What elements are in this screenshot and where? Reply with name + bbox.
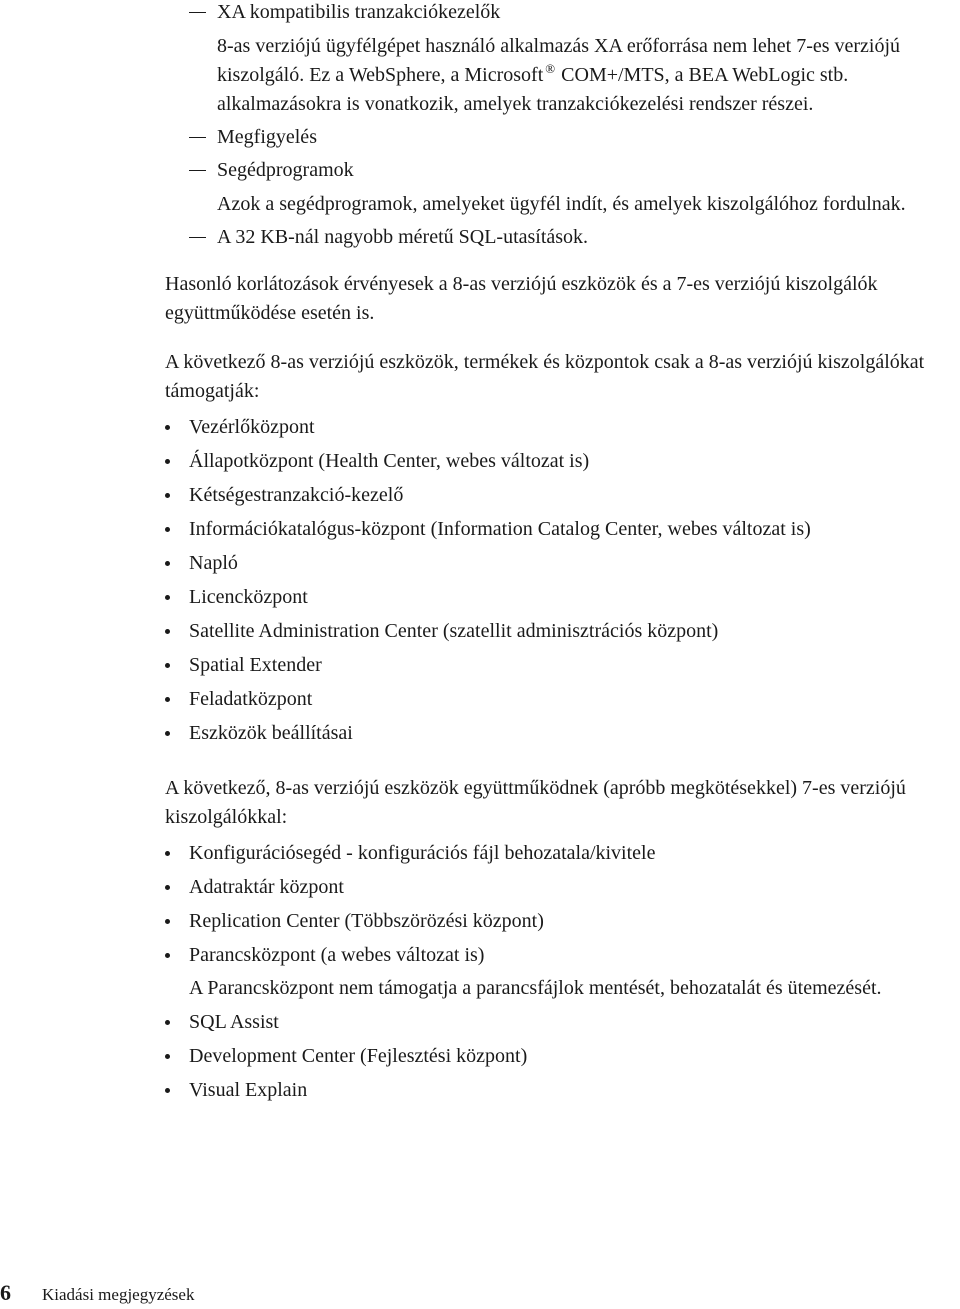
registered-mark: ® bbox=[545, 61, 556, 76]
page-content bbox=[165, 0, 955, 1110]
dash-marker bbox=[189, 137, 206, 138]
dash-item-text: Segédprogramok bbox=[217, 159, 354, 181]
list-item-text: Parancsközpont (a webes változat is) bbox=[189, 944, 485, 966]
list-item bbox=[165, 907, 955, 936]
list-item bbox=[165, 1042, 955, 1071]
list-item-text: Replication Center (Többszörözési központ) bbox=[189, 910, 544, 932]
list-item-text: Spatial Extender bbox=[189, 654, 322, 676]
dash-item-text: A 32 KB-nál nagyobb méretű SQL-utasítások. bbox=[217, 226, 589, 248]
dash-item-sql bbox=[165, 223, 955, 252]
xa-description-part1: 8-as verziójú ügyfélgépet használó alkalmazás XA erőforrása nem lehet 7-es verziójú kiszolgáló. Ez a WebSphere, a Microsoft bbox=[217, 35, 901, 86]
paragraph-hasonlo: Hasonló korlátozások érvényesek a 8-as verziójú eszközök és a 7-es verziójú kiszolgálók együttműködése esetén is. bbox=[165, 273, 878, 324]
parancskozpont-note: A Parancsközpont nem támogatja a parancsfájlok mentését, behozatalát és ütemezését. bbox=[189, 977, 882, 999]
list-item bbox=[165, 481, 955, 510]
list-item-text: Visual Explain bbox=[189, 1079, 308, 1101]
dash-marker bbox=[189, 170, 206, 171]
list-item bbox=[165, 515, 955, 544]
list-item-text: Információkatalógus-központ (Information Catalog Center, webes változat is) bbox=[189, 518, 811, 540]
bullet-dot bbox=[165, 731, 170, 736]
dash-marker bbox=[189, 12, 206, 13]
dash-item-text: Megfigyelés bbox=[217, 126, 317, 148]
list-item bbox=[165, 941, 955, 970]
dash-marker bbox=[189, 237, 206, 238]
bullet-dot bbox=[165, 1054, 170, 1059]
list-item bbox=[165, 617, 955, 646]
segedprogramok-description: Azok a segédprogramok, amelyeket ügyfél indít, és amelyek kiszolgálóhoz fordulnak. bbox=[217, 193, 906, 215]
bullet-list-2 bbox=[165, 839, 955, 1105]
list-item bbox=[165, 583, 955, 612]
list-item bbox=[165, 549, 955, 578]
dash-item-text: XA kompatibilis tranzakciókezelők bbox=[217, 1, 501, 23]
bullet-dot bbox=[165, 1088, 170, 1093]
bullet-dot bbox=[165, 953, 170, 958]
list-item-text: SQL Assist bbox=[189, 1011, 279, 1033]
list-item bbox=[165, 651, 955, 680]
list-item bbox=[165, 1076, 955, 1105]
list-item-text: Adatraktár központ bbox=[189, 876, 344, 898]
list-item-text: Állapotközpont (Health Center, webes változat is) bbox=[189, 450, 590, 472]
bullet-dot bbox=[165, 851, 170, 856]
list-item-text: Vezérlőközpont bbox=[189, 416, 315, 438]
page-number: 6 bbox=[0, 1280, 11, 1305]
list-item bbox=[165, 719, 955, 748]
paragraph-kovetkezo-2: A következő, 8-as verziójú eszközök együttműködnek (apróbb megkötésekkel) 7-es verziójú kiszolgálókkal: bbox=[165, 777, 906, 828]
bullet-dot bbox=[165, 697, 170, 702]
list-item-text: Eszközök beállításai bbox=[189, 722, 353, 744]
list-item bbox=[165, 447, 955, 476]
list-item bbox=[165, 839, 955, 868]
list-item-text: Konfigurációsegéd - konfigurációs fájl behozatala/kivitele bbox=[189, 842, 656, 864]
list-item-text: Kétségestranzakció-kezelő bbox=[189, 484, 404, 506]
bullet-dot bbox=[165, 459, 170, 464]
bullet-dot bbox=[165, 629, 170, 634]
list-item bbox=[165, 685, 955, 714]
bullet-dot bbox=[165, 1020, 170, 1025]
dash-item-segedprogramok bbox=[165, 156, 955, 185]
list-item bbox=[165, 1008, 955, 1037]
list-item-text: Development Center (Fejlesztési központ) bbox=[189, 1045, 528, 1067]
list-item-text: Satellite Administration Center (szatellit adminisztrációs központ) bbox=[189, 620, 719, 642]
bullet-dot bbox=[165, 561, 170, 566]
bullet-dot bbox=[165, 595, 170, 600]
bullet-dot bbox=[165, 493, 170, 498]
bullet-dot bbox=[165, 527, 170, 532]
paragraph-kovetkezo-1: A következő 8-as verziójú eszközök, termékek és központok csak a 8-as verziójú kiszolgálókat támogatják: bbox=[165, 351, 925, 402]
bullet-dot bbox=[165, 919, 170, 924]
list-item bbox=[165, 413, 955, 442]
list-item bbox=[165, 873, 955, 902]
list-item-text: Napló bbox=[189, 552, 238, 574]
bullet-dot bbox=[165, 885, 170, 890]
list-item-text: Licencközpont bbox=[189, 586, 308, 608]
xa-description-part2: COM+/MTS, a BEA WebLogic stb. alkalmazásokra is vonatkozik, amelyek tranzakciókezelési rendszer részei. bbox=[217, 64, 849, 115]
list-item-text: Feladatközpont bbox=[189, 688, 313, 710]
bullet-dot bbox=[165, 425, 170, 430]
xa-description bbox=[165, 32, 955, 119]
dash-item-megfigyeles bbox=[165, 123, 955, 152]
page-footer bbox=[0, 1278, 400, 1306]
bullet-dot bbox=[165, 663, 170, 668]
dash-item-xa bbox=[165, 0, 955, 27]
footer-title: Kiadási megjegyzések bbox=[42, 1285, 195, 1304]
bullet-list-1 bbox=[165, 413, 955, 748]
